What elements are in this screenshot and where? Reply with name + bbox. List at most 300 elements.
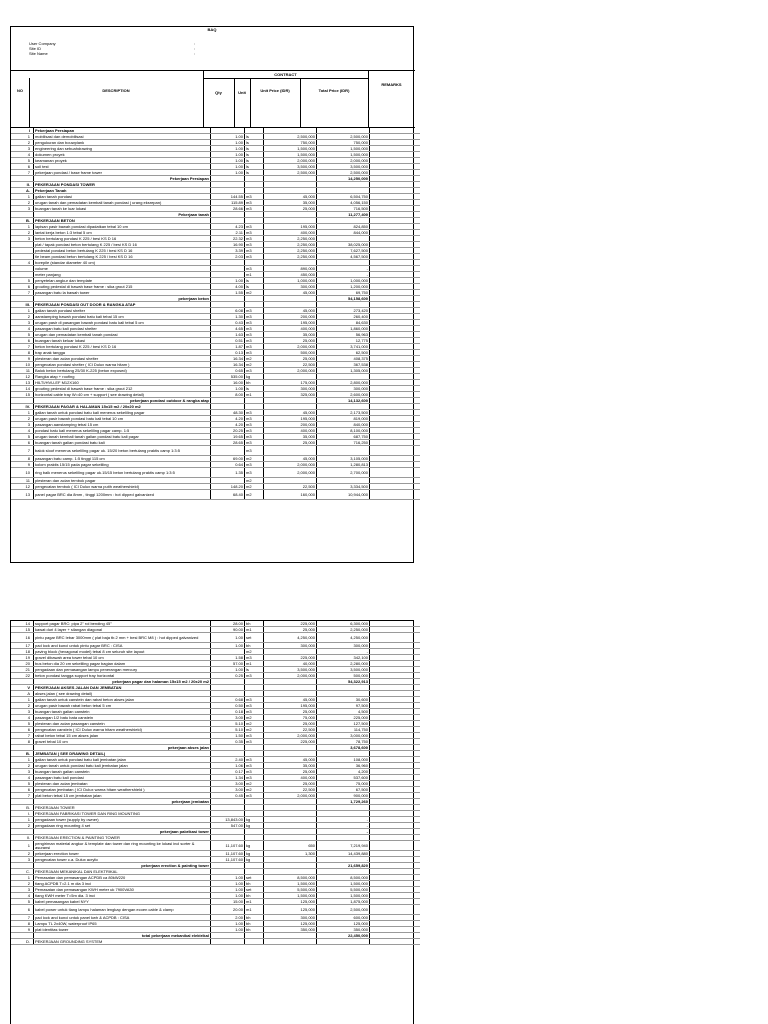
item-description: soil test [34,164,211,170]
item-unit: m3 [245,242,264,248]
item-qty: 2.03 [211,254,245,260]
item-description: PEKERJAAN MEKANIKAL DAN ELEKTRIKAL [34,869,211,875]
item-no: II. [11,182,34,188]
item-description: pasangan batu kali pondasi [34,775,211,781]
item-unit: m3 [245,224,264,230]
item-qty: 28.00 [211,621,245,627]
item-qty [211,446,245,456]
item-qty: 2.11 [211,230,245,236]
item-unit: m2 [245,721,264,727]
item-unit-price: 75,000 [264,715,317,721]
item-total-price: 1,875,000 [317,899,370,905]
item-unit-price: 22,500 [264,484,317,490]
item-total-price: 78,750 [317,739,370,745]
item-no: 1 [11,134,34,140]
item-no: 1 [11,697,34,703]
item-description: pekerjaan akses jalan [34,745,211,751]
item-unit: m3 [245,697,264,703]
item-unit: m3 [245,703,264,709]
item-total-price: 824,850 [317,224,370,230]
item-unit: m1 [245,272,264,278]
item-total-price: 2,500,000 [317,170,370,176]
header-description: DESCRIPTION [102,87,130,93]
item-unit-price: 890,000 [264,266,317,272]
item-unit-price: 400,000 [264,326,317,332]
item-description: tie beam pondasi beton bertulang K 225 / besi KS D 16 [34,254,211,260]
item-total-price: 14,250,000 [317,176,370,182]
item-unit: m3 [245,775,264,781]
item-unit-price: 45,000 [264,410,317,416]
item-unit-price: 750,000 [264,140,317,146]
item-description: kolom praktis 15/15 pada pagar sekeliling [34,462,211,468]
item-description: total pekerjaan mekanikal elektrikal [34,933,211,939]
item-description: PEKERJAAN TOWER [34,805,211,811]
item-total-price: 342,100 [317,655,370,661]
item-qty: 1.34 [211,775,245,781]
item-qty: 28.66 [211,206,245,212]
item-no: 6 [11,440,34,446]
item-description: pekerjaan erection & painting tower [34,863,211,869]
item-description: urugan tanah dan pemadatan kembali tanah pondasi ( urang eksrepan) [34,200,211,206]
item-qty: 57.00 [211,661,245,667]
item-unit-price: 1,300 [264,851,317,857]
item-unit: bh [245,643,264,649]
item-unit: ls [245,158,264,164]
item-qty: 16.34 [211,362,245,368]
item-description: beton pondasi tangga support tray horizontal [34,673,211,679]
header-unit: Unit [238,89,246,95]
item-description: beton bertulang pondasi K 225 / besi KS D 16 [34,344,211,350]
item-no: 5 [11,899,34,905]
item-no: 4 [11,152,34,158]
item-qty: 1.00 [211,164,245,170]
item-no: 15 [11,392,34,398]
item-total-price: 10,944,000 [317,490,370,500]
item-total-price: 716,250 [317,440,370,446]
item-qty: 90.00 [211,627,245,633]
item-no: 1 [11,308,34,314]
item-total-price: 1,500,000 [317,152,370,158]
item-unit: m1 [245,905,264,915]
item-total-price: 7,219,940 [317,841,370,851]
item-unit: m3 [245,338,264,344]
item-description: pondasi batu kali menerus sekeliling pagar camp. 1:5 [34,428,211,434]
item-description: pintu pagar BRC lebar 3000mm ( plat baja tb.2 mm + besi BRC M8 ) : hot dipped galvanized [34,633,211,643]
item-qty: 20.25 [211,428,245,434]
item-unit: m3 [245,763,264,769]
item-no: 8 [11,921,34,927]
item-remarks [370,939,421,945]
item-qty: 0.50 [211,703,245,709]
item-qty: 1.00 [211,152,245,158]
item-qty: 1.00 [211,146,245,152]
item-no: 3 [11,146,34,152]
item-unit: m2 [245,649,264,655]
item-total-price: 22,450,000 [317,933,370,939]
item-total-price: 1,000,000 [317,278,370,284]
item-total-price: 225,000 [317,715,370,721]
item-description: paving block (hexagonal model) tebal 8 cm seluruh site layout [34,649,211,655]
item-description: penyetelan angkur dan template [34,278,211,284]
info-block [29,41,195,56]
item-description: Pekerjaan Persiapan [34,128,211,134]
item-no: 2 [11,230,34,236]
item-total-price: 1,280,813 [317,462,370,468]
item-qty: 16.90 [211,242,245,248]
item-description: plesteran dan acian jembatan [34,781,211,787]
item-no: 8 [11,350,34,356]
info-site-name: Site Name : [29,51,196,56]
item-no: 6 [11,727,34,733]
item-unit: m2 [245,781,264,787]
item-qty: 144.55 [211,194,245,200]
item-total-price: 21,659,820 [317,863,370,869]
item-no: 7 [11,915,34,921]
item-total-price: 125,000 [317,921,370,927]
item-description: meter panjang [34,272,211,278]
item-no: 1 [11,817,34,823]
item-total-price: 114,750 [317,727,370,733]
item-no: 10 [11,362,34,368]
item-total-price: 750,000 [317,140,370,146]
item-total-price: 3,105,000 [317,456,370,462]
item-unit: bh [245,893,264,899]
item-description: tiang KWH meter T=5m dia. 3 inci [34,893,211,899]
item-unit: ls [245,170,264,176]
item-unit-price: 200,000 [264,422,317,428]
item-total-price: 350,000 [317,927,370,933]
item-description: gravel dibawah area tower tebal 10 cm [34,655,211,661]
item-unit-price: 1,500,000 [264,893,317,899]
item-unit-price: 1,500,000 [264,152,317,158]
item-qty: 13,843.00 [211,817,245,823]
item-unit: m3 [245,757,264,763]
item-unit: ls [245,667,264,673]
item-no: 7 [11,446,34,456]
item-qty: 11,107.60 [211,841,245,851]
item-description: plesteran dan acian tembok pagar [34,478,211,484]
item-no: 1 [11,841,34,851]
item-unit-price: 300,000 [264,284,317,290]
header-unit-price: Unit Price (IDR) [260,87,290,93]
item-unit-price: 25,000 [264,769,317,775]
item-unit-price: 25,000 [264,206,317,212]
item-qty: 69.00 [211,456,245,462]
item-no: 3 [11,709,34,715]
item-unit: ls [245,284,264,290]
item-description: plat / tapak pondasi beton bertulang K 225 / besi KS D 16 [34,242,211,248]
item-qty: 1.00 [211,386,245,392]
item-qty: 547.00 [211,823,245,829]
item-unit: m3 [245,410,264,416]
item-unit: set [245,633,264,643]
item-no: 5 [11,158,34,164]
item-description: pasangan aanstamping tebal 15 cm [34,422,211,428]
item-unit-price: 35,000 [264,332,317,338]
item-total-price: 408,375 [317,356,370,362]
item-description: Balok beton bertulang 25/30 K-225 (beton exposed) [34,368,211,374]
item-total-price: 2,500,000 [317,134,370,140]
item-no: 2 [11,703,34,709]
item-total-price: 2,700,000 [317,468,370,478]
item-unit-price: 125,000 [264,905,317,915]
item-description: galian tanah untuk canstein dan rabat beton akses jalan [34,697,211,703]
item-total-price: 3,500,000 [317,164,370,170]
item-unit-price: 25,000 [264,338,317,344]
item-unit: m3 [245,440,264,446]
item-description: pengecatan tembok ( ICI Dulux warna putih weathershield) [34,484,211,490]
item-total-price: 4,250,000 [317,633,370,643]
item-no: 6 [11,905,34,915]
item-qty: 2.40 [211,757,245,763]
item-no: 5 [11,434,34,440]
item-description: galian tanah untuk pondasi batu kali menerus sekeliling pagar [34,410,211,416]
item-unit-price: 195,000 [264,703,317,709]
item-qty: 0.13 [211,350,245,356]
item-no: 2 [11,200,34,206]
item-unit: m3 [245,673,264,679]
item-total-price: 2,600,000 [317,392,370,398]
item-qty: 0.65 [211,368,245,374]
item-description: kawat duri 4 layer + silangan diagonal [34,627,211,633]
item-unit-price: 2,000,000 [264,368,317,374]
item-total-price: 6,504,750 [317,194,370,200]
item-total-price: - [317,817,370,823]
item-unit: set [245,875,264,881]
item-description: pekerjaan pagar dan halaman 15x15 m2 / 20x20 m2 [34,679,211,685]
item-no: 1 [11,224,34,230]
item-unit-price: 1,500,000 [264,146,317,152]
item-description: urugan tanah untuk pondasi batu kali jembatan jalan [34,763,211,769]
item-total-price: 2,000,000 [317,158,370,164]
item-description: Pekerjaan Tanah [34,188,211,194]
item-description: gravel tebal 10 cm [34,739,211,745]
item-qty: 3.00 [211,781,245,787]
item-no: I [11,128,34,134]
item-total-price: - [317,823,370,829]
item-unit-price: 2,000,000 [264,158,317,164]
item-unit: m3 [245,793,264,799]
item-no: 7 [11,290,34,296]
item-unit: kg [245,817,264,823]
item-no: A. [11,188,34,194]
item-total-price: 1,729,260 [317,799,370,805]
item-description: pad lock and kunci untuk panel kwh & ACPDB : CISA [34,915,211,921]
item-qty: 16.34 [211,356,245,362]
item-unit-price: 2,000,000 [264,793,317,799]
item-unit: m3 [245,446,264,456]
item-unit-price: 35,000 [264,763,317,769]
item-unit: m2 [245,787,264,793]
item-unit-price: 500,000 [264,350,317,356]
item-no: 10 [11,468,34,478]
item-total-price: 75,000 [317,781,370,787]
item-unit-price: 35,000 [264,200,317,206]
item-unit: m3 [245,655,264,661]
item-unit: set [245,887,264,893]
item-no: 7 [11,170,34,176]
item-unit-price: 22,500 [264,727,317,733]
item-description: PEKERJAAN AKSES JALAN DAN JEMBATAN [34,685,211,691]
item-qty: 16.00 [211,380,245,386]
item-description: PEKERJAAN GROUNDING SYSTEM [34,939,211,945]
item-description: mobilisasi dan demobilisasi [34,134,211,140]
item-description: pasangan 1/2 batu bata canstein [34,715,211,721]
item-unit: m3 [245,206,264,212]
item-description: engineering dan sebuahdrawing [34,146,211,152]
item-unit: ls [245,140,264,146]
item-description: pekerjaan pondasi / base frame tower [34,170,211,176]
item-no: D. [11,939,34,945]
item-unit-price: 175,000 [264,380,317,386]
item-total-price: 8,500,000 [317,875,370,881]
item-qty: 8.00 [211,392,245,398]
item-no: 11 [11,478,34,484]
item-unit: m1 [245,392,264,398]
item-no: 9 [11,462,34,468]
item-qty: 5.10 [211,727,245,733]
item-no: 19 [11,655,34,661]
item-qty: 68.40 [211,490,245,500]
item-no: 3 [11,887,34,893]
item-unit-price: 25,000 [264,709,317,715]
item-total-price: 367,538 [317,362,370,368]
item-qty: 0.45 [211,793,245,799]
item-description: keamanan proyek [34,158,211,164]
item-total-price: 716,500 [317,206,370,212]
item-unit: bh [245,927,264,933]
item-description: Pemasatan dan pemasangan KWH meter uk 7900VA30 [34,887,211,893]
table-row [11,905,420,915]
item-description: plat identitas tower [34,927,211,933]
item-description: PEKERJAAN PAGAR & HALAMAN 15x15 m2 / 20x20 m2 [34,404,211,410]
item-unit-price: 225,000 [264,655,317,661]
item-description: PEKERJAAN PONDASI TOWER [34,182,211,188]
item-remarks [370,905,421,915]
item-qty: 1.00 [211,134,245,140]
item-unit: m3 [245,320,264,326]
item-unit-price: 1,000,000 [264,278,317,284]
item-unit-price: 45,000 [264,757,317,763]
item-description: buangan tanah ke luar lokasi [34,206,211,212]
item-description: PEKERJAAN PONDASI OUT DOOR & RANGKA ATAP [34,302,211,308]
item-unit-price: 45,000 [264,697,317,703]
item-description: aanstamping bawah pondasi batu kali tebal 15 cm [34,314,211,320]
item-no: 5 [11,781,34,787]
item-unit-price: 125,000 [264,899,317,905]
item-description: pengadaan ring mounting 4 set [34,823,211,829]
item-unit: bh [245,921,264,927]
item-no: 14 [11,621,34,627]
item-unit: ls [245,146,264,152]
item-qty: 148.20 [211,484,245,490]
item-total-price: 11,277,400 [317,212,370,218]
item-qty: 11,107.60 [211,851,245,857]
item-qty: 15.00 [211,899,245,905]
item-no: 3 [11,769,34,775]
item-description: dokumen proyek [34,152,211,158]
item-unit: m3 [245,344,264,350]
info-user-company: User Company : [29,41,196,46]
item-total-price: 36,960 [317,763,370,769]
item-description: Pekerjaan Persiapan [34,176,211,182]
item-unit: m2 [245,290,264,296]
item-no: B. [11,751,34,757]
item-description: lapisan pasir bawah pondasi dipadatkan tebal 10 cm [34,224,211,230]
boq-table-page-1 [11,128,420,500]
item-unit: m3 [245,739,264,745]
item-no: 3 [11,320,34,326]
item-total-price: 8,100,000 [317,428,370,434]
item-description: Rangka atap + roofing [34,374,211,380]
item-no: A [11,691,34,697]
item-unit: ls [245,164,264,170]
item-description: plesteran dan acian pondasi shelter [34,356,211,362]
item-unit-price [264,939,317,945]
item-no: 3 [11,236,34,242]
item-unit-price: 5,500,000 [264,887,317,893]
item-no: 6 [11,164,34,170]
item-total-price: 300,000 [317,386,370,392]
item-total-price: 4,200 [317,769,370,775]
item-total-price: - [317,272,370,278]
item-unit-price: 650 [264,841,317,851]
item-total-price: 1,305,000 [317,368,370,374]
item-unit: ls [245,134,264,140]
item-qty: 4.23 [211,224,245,230]
item-no: 3 [11,422,34,428]
item-unit: ls [245,152,264,158]
item-total-price: 6,300,000 [317,621,370,627]
item-no: 7 [11,344,34,350]
item-total-price: 3,678,600 [317,745,370,751]
item-unit-price: 2,250,000 [264,248,317,254]
item-description: galian tanah pondasi [34,194,211,200]
header-no: NO [17,87,23,93]
item-no: 7 [11,733,34,739]
item-unit: m3 [245,266,264,272]
item-total-price: 1,500,000 [317,893,370,899]
item-no: 17 [11,643,34,649]
item-unit-price: 2,500,000 [264,170,317,176]
item-description: pengadaan dan pemasangan lampu penerangan mercury [34,667,211,673]
item-qty: 1.00 [211,881,245,887]
item-unit-price: 195,000 [264,224,317,230]
item-total-price: 14,132,600 [317,398,370,404]
item-qty: 1.55 [211,290,245,296]
item-no: 1 [11,410,34,416]
item-description: bus beton dia 20 cm sekeliling pagar bagian dalam [34,661,211,667]
item-qty: 1.00 [211,158,245,164]
item-no: 5 [11,278,34,284]
item-total-price: 537,600 [317,775,370,781]
item-total-price: 56,963 [317,332,370,338]
item-total-price [317,446,370,456]
item-total-price: 900,000 [317,793,370,799]
table-row [11,446,420,456]
item-no: 2 [11,416,34,422]
item-total-price: 3,741,000 [317,344,370,350]
item-no: 4 [11,326,34,332]
item-description: urugan pasir di pasangan bawah pondasi batu kali tebal 5 cm [34,320,211,326]
item-qty: 1.87 [211,344,245,350]
boq-sheet-page-1 [10,26,414,563]
item-total-price: 844,000 [317,230,370,236]
item-total-price: 2,250,000 [317,627,370,633]
item-unit: m3 [245,194,264,200]
item-no: 12 [11,484,34,490]
item-description: grouting pedestal di bawah base frame : sika grout 212 [34,386,211,392]
